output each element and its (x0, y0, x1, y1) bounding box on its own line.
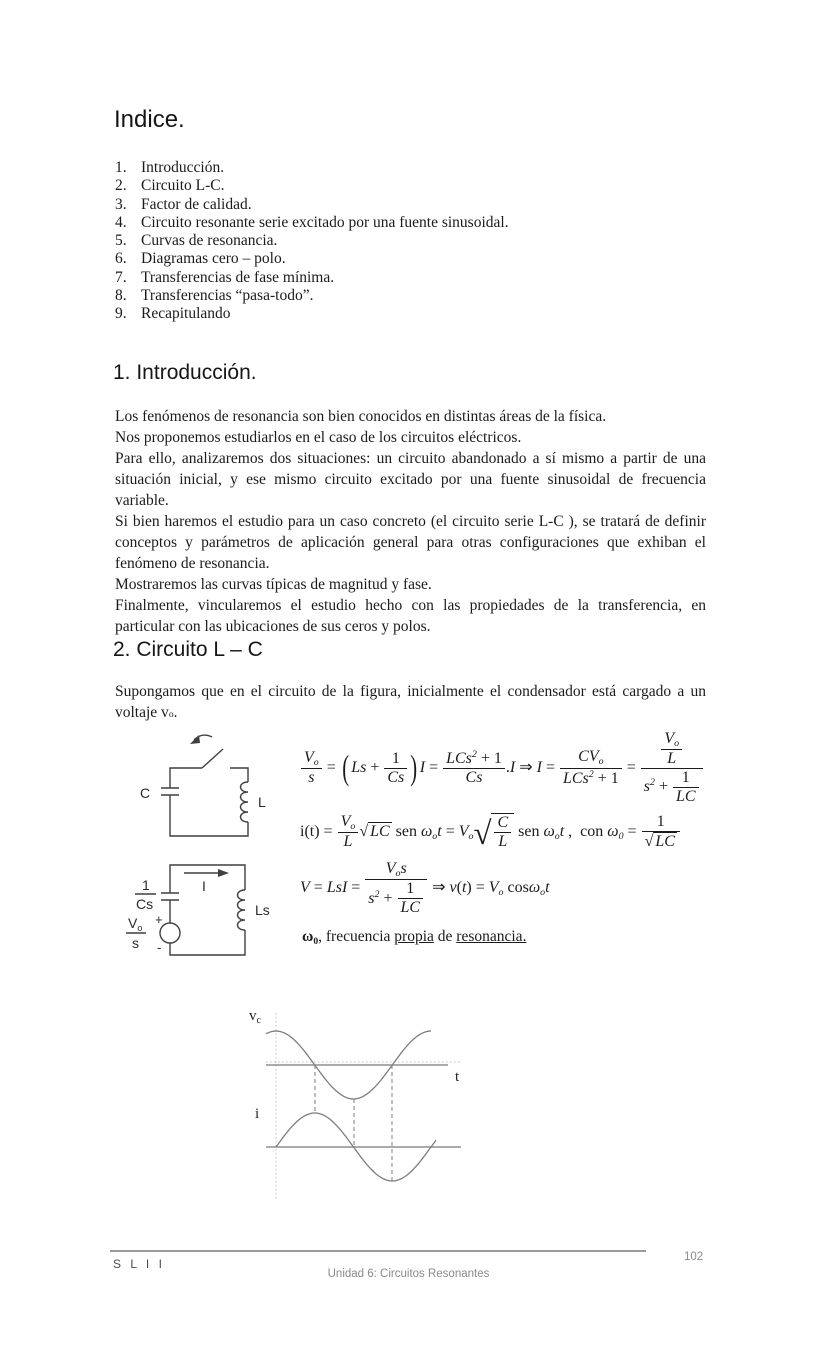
toc-item-number: 5. (115, 232, 127, 250)
toc-item-number: 9. (115, 305, 127, 323)
section-1-paragraphs (115, 406, 706, 637)
toc-item (115, 232, 715, 250)
inductor-symbol (241, 782, 249, 822)
current-label: I (202, 878, 206, 894)
section-2-paragraph (115, 681, 706, 725)
plus-sign: + (155, 912, 163, 927)
equation-laplace-current: $\frac{Vo}{s}$ = ( Ls + $\frac{1}{Cs}$ ) I = LCs$^2$ + 1 Cs .I ⇒ I = CVo LCs$^2$ + 1 = $\frac{Vo}{L}$ $s^2$ + $\frac{1}{LC}$ (300, 730, 780, 806)
toc-item-number: 4. (115, 213, 127, 231)
vc-label: $v_c$ (249, 1008, 261, 1026)
toc-item (115, 159, 715, 177)
toc-item-label: Transferencias “pasa-todo”. (141, 287, 314, 305)
circuit-diagram-laplace (118, 853, 288, 971)
fraction-numerator: 1 (142, 877, 150, 893)
circuit-wires (170, 865, 245, 955)
note-underlined: propia (394, 928, 434, 946)
toc-item-label: Transferencias de fase mínima. (141, 268, 335, 286)
section-2-heading: 2. Circuito L – C (113, 638, 263, 661)
voltage-source-symbol (160, 923, 180, 943)
inductor-label: Ls (255, 902, 270, 918)
footer-logo: S L I I (113, 1257, 165, 1271)
table-of-contents (115, 159, 715, 324)
toc-item (115, 196, 715, 214)
source-v: V (128, 915, 138, 931)
note-text: , frecuencia (318, 928, 395, 946)
toc-item (115, 250, 715, 268)
current-arrow (184, 869, 229, 877)
radical-icon: √ (359, 822, 369, 840)
page-number: 102 (684, 1251, 704, 1263)
paragraph: Para ello, analizaremos dos situaciones: un circuito abandonado a sí mismo a partir de una situación inicial, y ese mismo circuito excitado por una fuente sinusoidal de frecuencia variable. (115, 450, 706, 509)
paragraph: Nos proponemos estudiarlos en el caso de los circuitos eléctricos. (115, 429, 522, 446)
toc-item (115, 214, 715, 232)
omega-subscript: 0 (313, 936, 319, 948)
radical-icon: √ (644, 833, 654, 851)
page-title: Indice. (114, 106, 185, 133)
fraction-denominator: Cs (136, 896, 154, 912)
toc-item-label: Circuito resonante serie excitado por una fuente sinusoidal. (141, 213, 509, 231)
capacitor-label: C (140, 785, 151, 801)
section-1-heading: 1. Introducción. (113, 361, 257, 384)
toc-item-label: Curvas de resonancia. (141, 232, 278, 250)
capacitor-symbol (161, 893, 179, 900)
equation-block (300, 730, 780, 948)
toc-item-number: 7. (115, 268, 127, 286)
toc-item (115, 269, 715, 287)
radical-icon: √ (473, 815, 492, 852)
toc-item (115, 287, 715, 305)
inductor-label: L (258, 794, 266, 810)
equation-voltage: V = LsI = Vos $s^2$ + $\frac{1}{LC}$ ⇒ v(t) = Vo cosωot (300, 860, 550, 917)
t-label: t (455, 1069, 460, 1085)
switch-symbol (190, 735, 223, 768)
toc-item (115, 177, 715, 195)
omega-symbol: ω (302, 928, 314, 946)
toc-item-label: Recapitulando (141, 305, 231, 323)
i-label: i (255, 1106, 260, 1122)
circuit-wires (170, 768, 248, 836)
toc-item-label: Circuito L-C. (141, 177, 225, 195)
paragraph (115, 681, 706, 725)
note-text: de (433, 928, 457, 946)
capacitor-symbol (161, 788, 179, 795)
switch-blade (202, 749, 223, 768)
waveform-figure (233, 1000, 478, 1215)
paragraph: Los fenómenos de resonancia son bien conocidos en distintas áreas de la física. (115, 408, 607, 425)
equation-time-current: i(t) = $\frac{Vo}{L}$ √ LC sen ωot = Vo√ $\frac{C}{L}$ sen ωot , con ω0 = $\frac{1}{√ LC}$ (300, 813, 780, 851)
toc-item-label: Diagramas cero – polo. (141, 250, 286, 268)
source-denominator: s (132, 935, 139, 951)
paragraph: Si bien haremos el estudio para un caso concreto (el circuito serie L-C ), se tratará de definir conceptos y parámetros de aplicación general para otras configuraciones que exhiban el fenómeno de resonancia. (115, 513, 706, 572)
footer-divider (110, 1250, 646, 1252)
paragraph: Finalmente, vincularemos el estudio hecho con las propiedades de la transferencia, en particular con las ubicaciones de sus ceros y polos. (115, 597, 706, 635)
subscript-o: o (168, 709, 174, 720)
circuit-diagram-lc-switch (130, 730, 290, 848)
paragraph-text: Supongamos que en el circuito de la figura, inicialmente el condensador está cargado a un voltaje v (115, 683, 706, 721)
paragraph-text: . (173, 704, 178, 721)
switch-arrowhead-icon (190, 735, 200, 744)
toc-item (115, 305, 715, 323)
note-underlined: resonancia. (456, 928, 527, 946)
source-value-label (126, 915, 146, 951)
inductor-symbol (238, 890, 246, 930)
paragraph: Mostraremos las curvas típicas de magnitud y fase. (115, 576, 432, 593)
capacitor-impedance-label (135, 877, 156, 912)
resonance-note (302, 928, 780, 948)
toc-item-number: 8. (115, 287, 127, 305)
toc-item-number: 2. (115, 177, 127, 195)
svg-text:Vo (128, 915, 142, 933)
source-v-sub: o (137, 923, 143, 933)
toc-item-number: 1. (115, 159, 127, 176)
footer-title: Unidad 6: Circuitos Resonantes (327, 1268, 490, 1280)
toc-item-label: Factor de calidad. (141, 195, 252, 213)
minus-sign: - (157, 940, 162, 955)
toc-item-number: 6. (115, 250, 127, 268)
toc-item-number: 3. (115, 195, 127, 213)
toc-item-label: Introducción. (141, 159, 225, 176)
